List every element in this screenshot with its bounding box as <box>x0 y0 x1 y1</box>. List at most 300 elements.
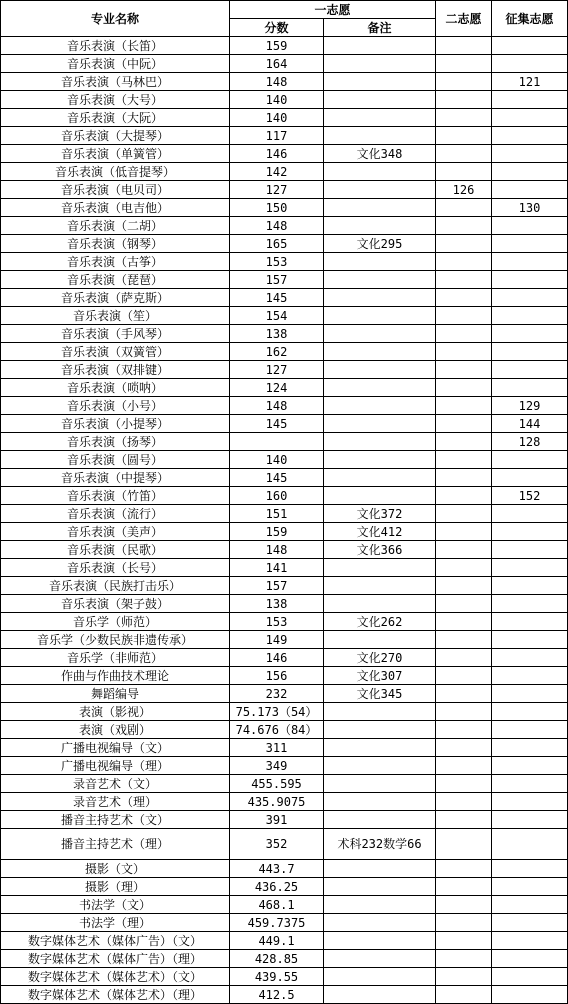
supplementary-cell <box>492 667 568 685</box>
supplementary-cell: 144 <box>492 415 568 433</box>
score-cell: 127 <box>230 361 324 379</box>
score-cell: 127 <box>230 181 324 199</box>
major-name-cell: 音乐表演（古筝） <box>1 253 230 271</box>
score-cell: 149 <box>230 631 324 649</box>
major-name-cell: 音乐表演（手风琴） <box>1 325 230 343</box>
second-choice-cell <box>436 361 492 379</box>
major-name-cell: 音乐表演（马林巴） <box>1 73 230 91</box>
score-cell: 153 <box>230 613 324 631</box>
table-row <box>1 127 568 145</box>
major-name-cell: 音乐表演（中阮） <box>1 55 230 73</box>
major-name-cell: 音乐表演（长号） <box>1 559 230 577</box>
score-cell: 412.5 <box>230 986 324 1004</box>
score-cell: 117 <box>230 127 324 145</box>
second-choice-cell <box>436 721 492 739</box>
second-choice-cell <box>436 235 492 253</box>
score-cell: 148 <box>230 217 324 235</box>
second-choice-cell <box>436 649 492 667</box>
second-choice-cell <box>436 793 492 811</box>
table-row <box>1 577 568 595</box>
second-choice-cell <box>436 109 492 127</box>
score-cell: 140 <box>230 91 324 109</box>
major-name-cell: 舞蹈编导 <box>1 685 230 703</box>
note-cell <box>324 878 436 896</box>
note-cell: 术科232数学66 <box>324 829 436 860</box>
table-row <box>1 307 568 325</box>
second-choice-cell <box>436 415 492 433</box>
major-name-cell: 数字媒体艺术（媒体广告）（文） <box>1 932 230 950</box>
second-choice-cell <box>436 829 492 860</box>
supplementary-cell <box>492 878 568 896</box>
second-choice-cell <box>436 757 492 775</box>
score-cell: 140 <box>230 451 324 469</box>
table-row <box>1 523 568 541</box>
table-row <box>1 793 568 811</box>
header-note: 备注 <box>324 19 436 37</box>
table-row <box>1 199 568 217</box>
note-cell <box>324 199 436 217</box>
note-cell: 文化412 <box>324 523 436 541</box>
header-major-name: 专业名称 <box>1 1 230 37</box>
second-choice-cell <box>436 685 492 703</box>
note-cell <box>324 775 436 793</box>
score-cell: 145 <box>230 289 324 307</box>
note-cell <box>324 415 436 433</box>
major-name-cell: 音乐表演（竹笛） <box>1 487 230 505</box>
table-row <box>1 415 568 433</box>
second-choice-cell <box>436 127 492 145</box>
second-choice-cell <box>436 37 492 55</box>
supplementary-cell <box>492 950 568 968</box>
score-cell: 459.7375 <box>230 914 324 932</box>
score-cell: 148 <box>230 397 324 415</box>
note-cell <box>324 163 436 181</box>
note-cell <box>324 703 436 721</box>
note-cell <box>324 914 436 932</box>
score-cell: 435.9075 <box>230 793 324 811</box>
table-row <box>1 541 568 559</box>
table-row <box>1 397 568 415</box>
major-name-cell: 音乐学（少数民族非遗传承） <box>1 631 230 649</box>
second-choice-cell <box>436 289 492 307</box>
table-row <box>1 811 568 829</box>
second-choice-cell <box>436 325 492 343</box>
table-row <box>1 271 568 289</box>
score-cell: 311 <box>230 739 324 757</box>
supplementary-cell <box>492 523 568 541</box>
table-row <box>1 181 568 199</box>
score-cell: 138 <box>230 325 324 343</box>
major-name-cell: 音乐表演（长笛） <box>1 37 230 55</box>
score-cell: 159 <box>230 523 324 541</box>
major-name-cell: 音乐表演（双排键） <box>1 361 230 379</box>
note-cell <box>324 55 436 73</box>
note-cell: 文化262 <box>324 613 436 631</box>
table-row <box>1 91 568 109</box>
major-name-cell: 录音艺术（文） <box>1 775 230 793</box>
score-cell: 142 <box>230 163 324 181</box>
table-row <box>1 559 568 577</box>
major-name-cell: 音乐表演（唢呐） <box>1 379 230 397</box>
note-cell <box>324 757 436 775</box>
major-name-cell: 音乐表演（大号） <box>1 91 230 109</box>
score-cell: 391 <box>230 811 324 829</box>
table-row <box>1 896 568 914</box>
table-row <box>1 289 568 307</box>
note-cell <box>324 73 436 91</box>
major-name-cell: 播音主持艺术（理） <box>1 829 230 860</box>
score-cell: 75.173（54） <box>230 703 324 721</box>
major-name-cell: 音乐表演（单簧管） <box>1 145 230 163</box>
supplementary-cell <box>492 181 568 199</box>
note-cell: 文化366 <box>324 541 436 559</box>
major-name-cell: 音乐表演（电贝司） <box>1 181 230 199</box>
score-cell: 165 <box>230 235 324 253</box>
supplementary-cell <box>492 235 568 253</box>
note-cell <box>324 37 436 55</box>
second-choice-cell <box>436 613 492 631</box>
table-row <box>1 721 568 739</box>
note-cell <box>324 595 436 613</box>
second-choice-cell <box>436 950 492 968</box>
note-cell <box>324 932 436 950</box>
table-row <box>1 685 568 703</box>
supplementary-cell <box>492 829 568 860</box>
score-cell: 153 <box>230 253 324 271</box>
table-row <box>1 37 568 55</box>
table-row <box>1 451 568 469</box>
second-choice-cell <box>436 343 492 361</box>
second-choice-cell <box>436 968 492 986</box>
note-cell <box>324 271 436 289</box>
supplementary-cell <box>492 37 568 55</box>
table-row <box>1 703 568 721</box>
table-row <box>1 379 568 397</box>
second-choice-cell <box>436 541 492 559</box>
major-name-cell: 音乐表演（架子鼓） <box>1 595 230 613</box>
score-cell: 141 <box>230 559 324 577</box>
score-cell: 157 <box>230 271 324 289</box>
score-cell: 138 <box>230 595 324 613</box>
major-name-cell: 广播电视编导（文） <box>1 739 230 757</box>
table-row <box>1 595 568 613</box>
second-choice-cell <box>436 631 492 649</box>
table-row <box>1 968 568 986</box>
note-cell <box>324 181 436 199</box>
supplementary-cell <box>492 685 568 703</box>
supplementary-cell <box>492 505 568 523</box>
supplementary-cell <box>492 451 568 469</box>
major-name-cell: 音乐表演（电吉他） <box>1 199 230 217</box>
major-name-cell: 书法学（文） <box>1 896 230 914</box>
table-row <box>1 487 568 505</box>
major-name-cell: 音乐表演（圆号） <box>1 451 230 469</box>
second-choice-cell <box>436 487 492 505</box>
table-row <box>1 986 568 1004</box>
table-row <box>1 361 568 379</box>
supplementary-cell <box>492 914 568 932</box>
score-cell: 439.55 <box>230 968 324 986</box>
note-cell <box>324 307 436 325</box>
score-cell: 428.85 <box>230 950 324 968</box>
supplementary-cell <box>492 469 568 487</box>
supplementary-cell <box>492 968 568 986</box>
note-cell: 文化348 <box>324 145 436 163</box>
supplementary-cell <box>492 739 568 757</box>
supplementary-cell <box>492 307 568 325</box>
note-cell <box>324 739 436 757</box>
major-name-cell: 音乐表演（中提琴） <box>1 469 230 487</box>
table-row <box>1 217 568 235</box>
score-cell: 151 <box>230 505 324 523</box>
note-cell: 文化270 <box>324 649 436 667</box>
second-choice-cell <box>436 163 492 181</box>
supplementary-cell <box>492 703 568 721</box>
score-cell <box>230 433 324 451</box>
note-cell <box>324 433 436 451</box>
table-row <box>1 325 568 343</box>
supplementary-cell <box>492 271 568 289</box>
major-name-cell: 摄影（理） <box>1 878 230 896</box>
second-choice-cell <box>436 932 492 950</box>
note-cell <box>324 91 436 109</box>
table-row <box>1 932 568 950</box>
second-choice-cell <box>436 433 492 451</box>
supplementary-cell <box>492 896 568 914</box>
note-cell <box>324 217 436 235</box>
second-choice-cell: 126 <box>436 181 492 199</box>
note-cell: 文化307 <box>324 667 436 685</box>
major-name-cell: 音乐表演（大阮） <box>1 109 230 127</box>
note-cell <box>324 469 436 487</box>
note-cell <box>324 379 436 397</box>
note-cell <box>324 950 436 968</box>
major-name-cell: 表演（影视） <box>1 703 230 721</box>
supplementary-cell <box>492 379 568 397</box>
supplementary-cell <box>492 757 568 775</box>
supplementary-cell <box>492 860 568 878</box>
supplementary-cell <box>492 775 568 793</box>
major-name-cell: 音乐表演（琵琶） <box>1 271 230 289</box>
supplementary-cell <box>492 217 568 235</box>
major-name-cell: 音乐学（非师范） <box>1 649 230 667</box>
note-cell <box>324 631 436 649</box>
second-choice-cell <box>436 55 492 73</box>
second-choice-cell <box>436 523 492 541</box>
table-row <box>1 667 568 685</box>
second-choice-cell <box>436 307 492 325</box>
score-cell: 468.1 <box>230 896 324 914</box>
note-cell <box>324 109 436 127</box>
score-cell: 156 <box>230 667 324 685</box>
score-cell: 74.676（84） <box>230 721 324 739</box>
supplementary-cell <box>492 343 568 361</box>
note-cell <box>324 793 436 811</box>
table-row <box>1 631 568 649</box>
note-cell: 文化345 <box>324 685 436 703</box>
major-name-cell: 音乐表演（钢琴） <box>1 235 230 253</box>
major-name-cell: 音乐表演（民族打击乐） <box>1 577 230 595</box>
second-choice-cell <box>436 145 492 163</box>
major-name-cell: 广播电视编导（理） <box>1 757 230 775</box>
major-name-cell: 数字媒体艺术（媒体广告）（理） <box>1 950 230 968</box>
score-cell: 455.595 <box>230 775 324 793</box>
second-choice-cell <box>436 667 492 685</box>
table-row <box>1 613 568 631</box>
supplementary-cell <box>492 55 568 73</box>
major-name-cell: 音乐表演（流行） <box>1 505 230 523</box>
score-cell: 148 <box>230 541 324 559</box>
major-name-cell: 音乐表演（萨克斯） <box>1 289 230 307</box>
second-choice-cell <box>436 878 492 896</box>
table-row <box>1 235 568 253</box>
major-name-cell: 音乐表演（小提琴） <box>1 415 230 433</box>
major-name-cell: 音乐表演（低音提琴） <box>1 163 230 181</box>
note-cell <box>324 811 436 829</box>
note-cell <box>324 451 436 469</box>
table-row <box>1 649 568 667</box>
score-cell: 157 <box>230 577 324 595</box>
score-cell: 159 <box>230 37 324 55</box>
table-row <box>1 469 568 487</box>
note-cell <box>324 289 436 307</box>
supplementary-cell <box>492 91 568 109</box>
supplementary-cell <box>492 649 568 667</box>
header-score: 分数 <box>230 19 324 37</box>
score-cell: 140 <box>230 109 324 127</box>
score-cell: 349 <box>230 757 324 775</box>
major-name-cell: 摄影（文） <box>1 860 230 878</box>
note-cell <box>324 986 436 1004</box>
supplementary-cell <box>492 932 568 950</box>
score-cell: 150 <box>230 199 324 217</box>
table-row <box>1 914 568 932</box>
table-row <box>1 55 568 73</box>
table-row <box>1 73 568 91</box>
supplementary-cell <box>492 289 568 307</box>
note-cell <box>324 721 436 739</box>
second-choice-cell <box>436 811 492 829</box>
supplementary-cell <box>492 793 568 811</box>
score-cell: 436.25 <box>230 878 324 896</box>
table-row <box>1 739 568 757</box>
table-row <box>1 757 568 775</box>
major-name-cell: 音乐表演（美声） <box>1 523 230 541</box>
major-name-cell: 音乐表演（大提琴） <box>1 127 230 145</box>
second-choice-cell <box>436 986 492 1004</box>
table-body <box>1 37 568 1004</box>
second-choice-cell <box>436 217 492 235</box>
major-name-cell: 数字媒体艺术（媒体艺术）（理） <box>1 986 230 1004</box>
score-cell: 145 <box>230 469 324 487</box>
supplementary-cell <box>492 145 568 163</box>
table-row <box>1 145 568 163</box>
note-cell: 文化295 <box>324 235 436 253</box>
score-cell: 154 <box>230 307 324 325</box>
second-choice-cell <box>436 739 492 757</box>
second-choice-cell <box>436 253 492 271</box>
table-row <box>1 829 568 860</box>
major-name-cell: 书法学（理） <box>1 914 230 932</box>
second-choice-cell <box>436 73 492 91</box>
table-row <box>1 253 568 271</box>
second-choice-cell <box>436 860 492 878</box>
score-cell: 160 <box>230 487 324 505</box>
supplementary-cell <box>492 253 568 271</box>
major-name-cell: 音乐表演（小号） <box>1 397 230 415</box>
second-choice-cell <box>436 397 492 415</box>
second-choice-cell <box>436 505 492 523</box>
table-row <box>1 163 568 181</box>
second-choice-cell <box>436 379 492 397</box>
score-cell: 146 <box>230 649 324 667</box>
score-cell: 352 <box>230 829 324 860</box>
note-cell <box>324 325 436 343</box>
second-choice-cell <box>436 577 492 595</box>
score-cell: 232 <box>230 685 324 703</box>
note-cell <box>324 577 436 595</box>
supplementary-cell: 129 <box>492 397 568 415</box>
second-choice-cell <box>436 595 492 613</box>
major-name-cell: 音乐表演（双簧管） <box>1 343 230 361</box>
supplementary-cell <box>492 361 568 379</box>
supplementary-cell: 152 <box>492 487 568 505</box>
supplementary-cell <box>492 631 568 649</box>
note-cell <box>324 487 436 505</box>
supplementary-cell <box>492 109 568 127</box>
major-name-cell: 播音主持艺术（文） <box>1 811 230 829</box>
score-cell: 146 <box>230 145 324 163</box>
table-row <box>1 109 568 127</box>
note-cell <box>324 397 436 415</box>
supplementary-cell: 121 <box>492 73 568 91</box>
second-choice-cell <box>436 199 492 217</box>
supplementary-cell <box>492 613 568 631</box>
second-choice-cell <box>436 896 492 914</box>
header-supplementary-choice: 征集志愿 <box>492 1 568 37</box>
supplementary-cell <box>492 721 568 739</box>
score-cell: 162 <box>230 343 324 361</box>
table-row <box>1 505 568 523</box>
score-cell: 148 <box>230 73 324 91</box>
score-cell: 145 <box>230 415 324 433</box>
second-choice-cell <box>436 775 492 793</box>
supplementary-cell <box>492 127 568 145</box>
note-cell <box>324 968 436 986</box>
note-cell <box>324 559 436 577</box>
major-name-cell: 音乐表演（笙） <box>1 307 230 325</box>
supplementary-cell: 130 <box>492 199 568 217</box>
supplementary-cell <box>492 325 568 343</box>
second-choice-cell <box>436 271 492 289</box>
note-cell <box>324 361 436 379</box>
second-choice-cell <box>436 914 492 932</box>
supplementary-cell <box>492 811 568 829</box>
second-choice-cell <box>436 559 492 577</box>
supplementary-cell <box>492 541 568 559</box>
second-choice-cell <box>436 451 492 469</box>
note-cell <box>324 343 436 361</box>
supplementary-cell <box>492 559 568 577</box>
supplementary-cell <box>492 163 568 181</box>
second-choice-cell <box>436 91 492 109</box>
note-cell <box>324 253 436 271</box>
note-cell: 文化372 <box>324 505 436 523</box>
note-cell <box>324 896 436 914</box>
table-row <box>1 950 568 968</box>
major-name-cell: 音乐表演（民歌） <box>1 541 230 559</box>
score-cell: 443.7 <box>230 860 324 878</box>
